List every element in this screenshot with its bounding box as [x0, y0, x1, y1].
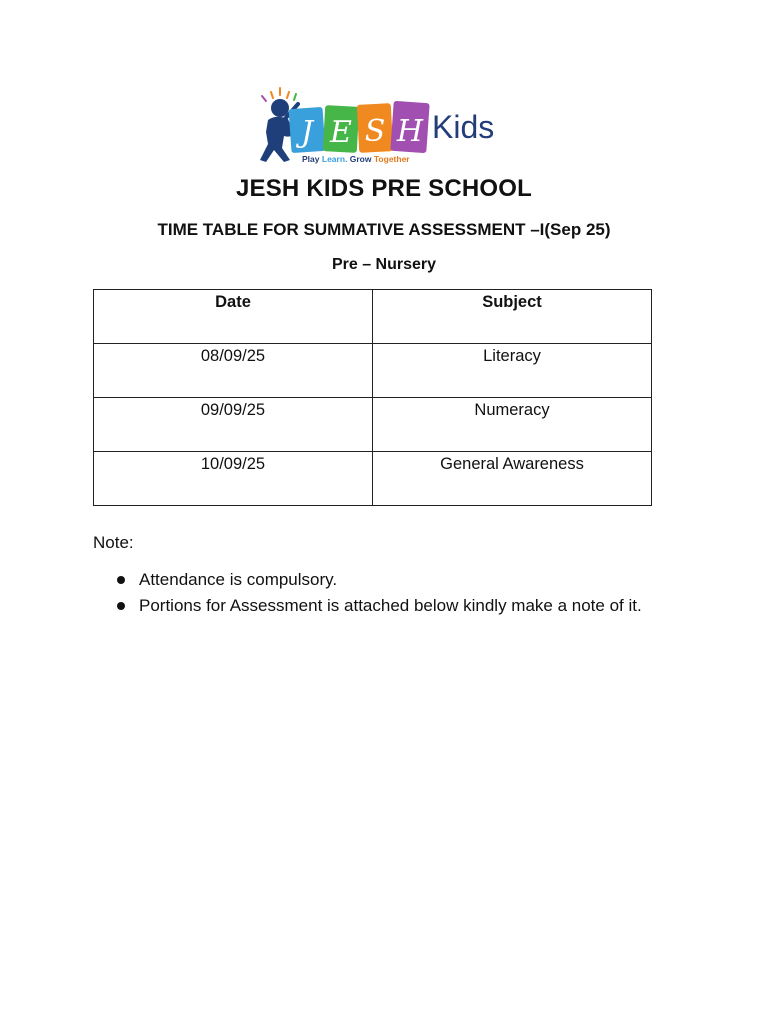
- date-cell: 10/09/25: [94, 452, 373, 506]
- timetable: [93, 289, 652, 506]
- logo-letter-j: J: [300, 115, 314, 150]
- note-label: Note:: [93, 533, 134, 552]
- bullet-icon: [117, 576, 125, 584]
- date-cell: 09/09/25: [94, 398, 373, 452]
- list-item: [93, 593, 673, 619]
- date-cell: 08/09/25: [94, 344, 373, 398]
- table-row: [94, 398, 652, 452]
- tagline-learn: Learn.: [321, 154, 348, 164]
- subject-cell: Literacy: [373, 344, 652, 398]
- tagline-grow: Grow: [349, 154, 372, 164]
- logo-letter-e: E: [330, 115, 352, 150]
- tagline-play: Play: [302, 154, 320, 164]
- list-item: [93, 567, 673, 593]
- tagline-together: Together: [373, 154, 410, 164]
- table-row: [94, 344, 652, 398]
- note-text: Portions for Assessment is attached below kindly make a note of it.: [139, 596, 642, 615]
- svg-text:Play Learn.: [302, 154, 410, 164]
- table-header-row: [94, 290, 652, 344]
- subject-cell: General Awareness: [373, 452, 652, 506]
- note-text: Attendance is compulsory.: [139, 570, 338, 589]
- column-header-subject: Subject: [373, 290, 652, 344]
- notes-list: [93, 567, 673, 619]
- school-name-heading: JESH KIDS PRE SCHOOL: [235, 175, 533, 202]
- table-row: [94, 452, 652, 506]
- column-header-date: Date: [94, 290, 373, 344]
- school-logo: [254, 86, 516, 168]
- logo-letter-s: S: [364, 114, 386, 149]
- subject-cell: Numeracy: [373, 398, 652, 452]
- logo-kids-text: Kids: [432, 109, 495, 145]
- timetable-subtitle: TIME TABLE FOR SUMMATIVE ASSESSMENT –I(Sep 25): [157, 220, 611, 239]
- bullet-icon: [117, 602, 125, 610]
- class-name: Pre – Nursery: [331, 256, 437, 273]
- logo-letter-h: H: [396, 114, 424, 149]
